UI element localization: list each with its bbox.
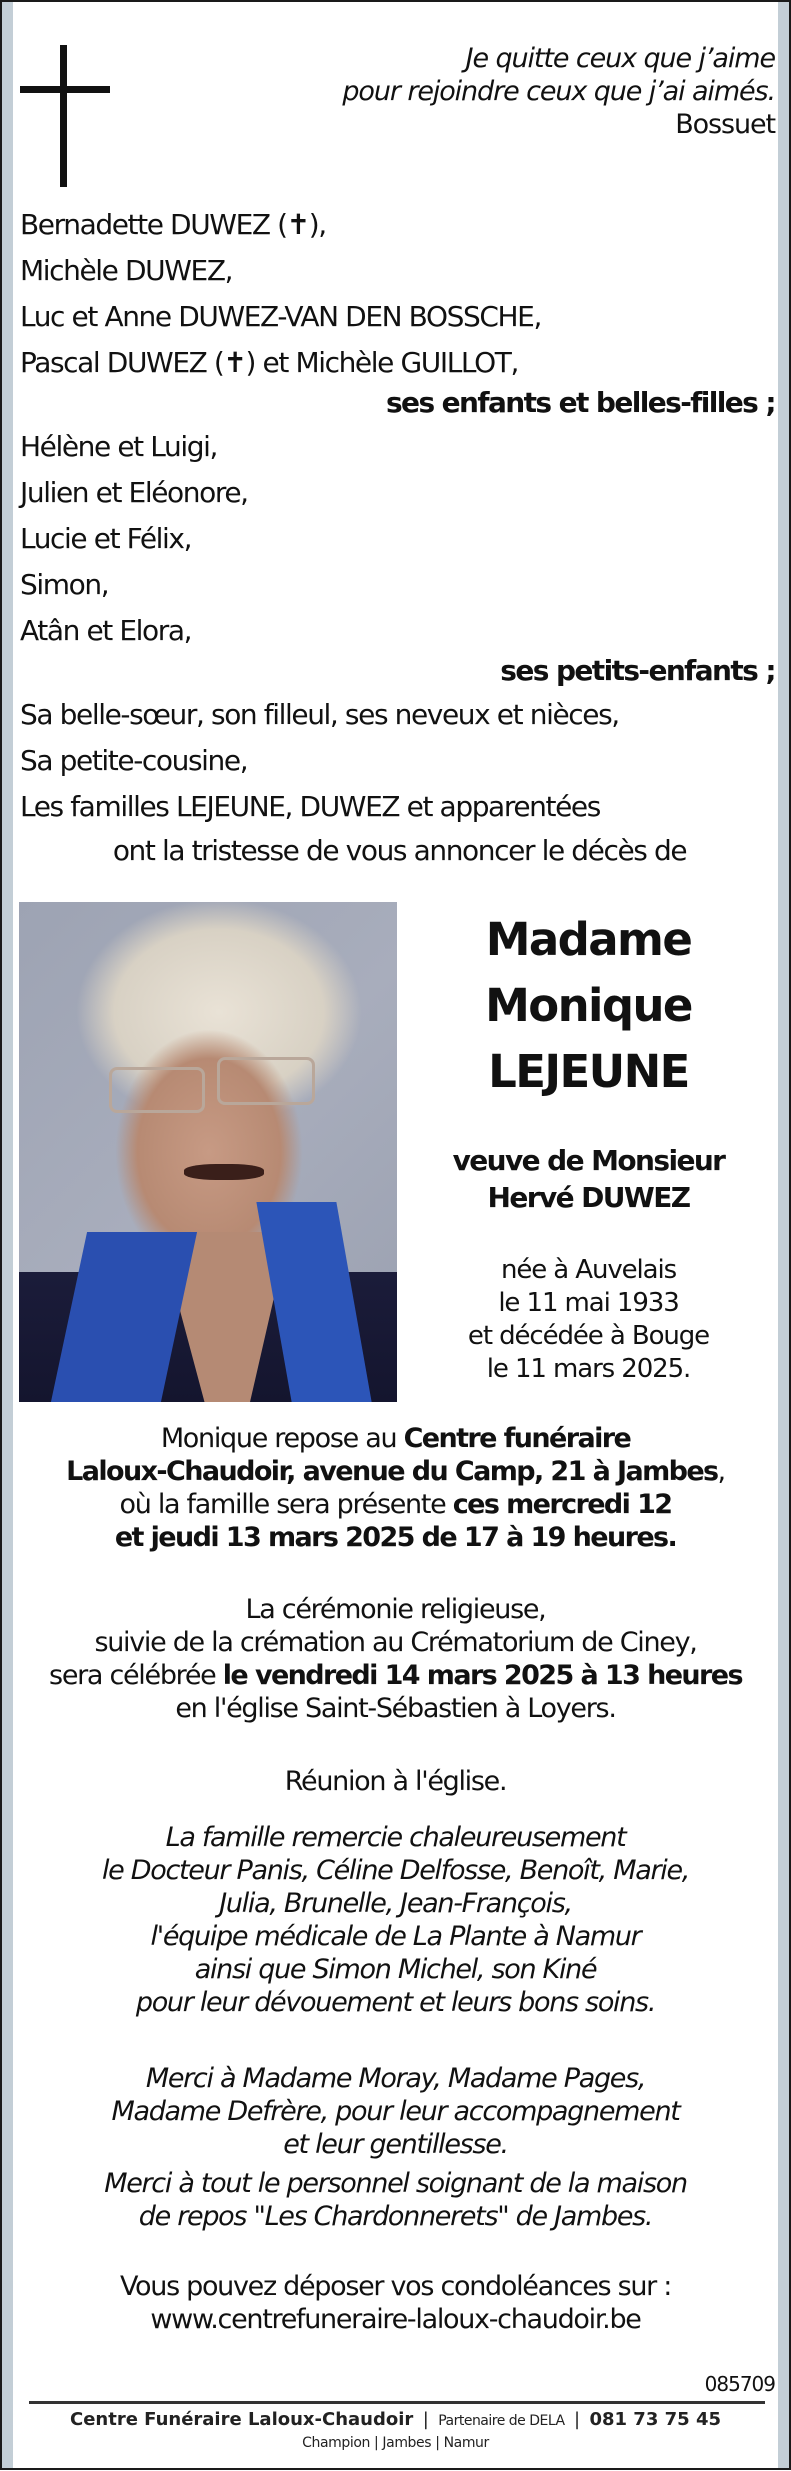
family-child: Pascal DUWEZ (✝) et Michèle GUILLOT, xyxy=(20,346,518,379)
partner-label: Partenaire de DELA xyxy=(438,2413,565,2429)
funeral-home-phone: 081 73 75 45 xyxy=(589,2409,721,2430)
family-child: Michèle DUWEZ, xyxy=(20,254,233,287)
quote-line-1: Je quitte ceux que j’aime xyxy=(465,43,775,74)
condolences-label: Vous pouvez déposer vos condoléances sur : xyxy=(119,2271,672,2302)
thanks-paragraph-3: Merci à tout le personnel soignant de la maison de repos "Les Chardonnerets" de Jambes. xyxy=(104,2168,687,2232)
grandchildren-label: ses petits-enfants ; xyxy=(500,654,775,687)
widow-of: veuve de Monsieur Hervé DUWEZ xyxy=(452,1144,725,1214)
family-list xyxy=(20,202,775,830)
family-grandchild: Lucie et Félix, xyxy=(20,522,192,555)
deceased-last-name: LEJEUNE xyxy=(488,1045,689,1098)
funeral-home-footer: Centre Funéraire Laloux-Chaudoir | Partenaire de DELA | 081 73 75 45 xyxy=(69,2409,721,2430)
announcement-line: ont la tristesse de vous annoncer le décès de xyxy=(112,834,687,867)
condolences-link[interactable]: www.centrefuneraire-laloux-chaudoir.be xyxy=(150,2304,641,2335)
children-label: ses enfants et belles-filles ; xyxy=(385,386,775,419)
funeral-home-name: Centre Funéraire Laloux-Chaudoir xyxy=(69,2409,414,2430)
family-other: Sa belle-sœur, son filleul, ses neveux et nièces, xyxy=(20,698,619,731)
family-child: Bernadette DUWEZ (✝), xyxy=(20,208,326,241)
family-other: Les familles LEJEUNE, DUWEZ et apparentées xyxy=(20,790,600,823)
quote-author: Bossuet xyxy=(675,109,775,140)
thanks-paragraph-2: Merci à Madame Moray, Madame Pages, Madame Defrère, pour leur accompagnement et leur gentillesse. xyxy=(111,2063,680,2160)
condolences-info xyxy=(16,2270,775,2336)
epigraph-quote xyxy=(342,42,775,141)
family-grandchild: Hélène et Luigi, xyxy=(20,430,217,463)
deceased-photo xyxy=(19,902,397,1402)
footer-divider xyxy=(29,2401,765,2404)
family-grandchild: Julien et Eléonore, xyxy=(20,476,248,509)
funeral-home-locations: Champion | Jambes | Namur xyxy=(302,2435,489,2451)
ceremony-info: La cérémonie religieuse, suivie de la crémation au Crématorium de Ciney, sera célébrée le vendredi 14 mars 2025 à 13 heures en l'église Saint-Sébastien à Loyers. xyxy=(49,1594,742,1724)
meeting-info: Réunion à l'église. xyxy=(284,1766,507,1797)
thanks-paragraph-1: La famille remercie chaleureusement le Docteur Panis, Céline Delfosse, Benoît, Marie, Julia, Brunelle, Jean-François, l'équipe médicale de La Plante à Namur ainsi que Simon Michel, son Kiné pour leur dévouement et leurs bons soins. xyxy=(101,1822,690,2018)
family-child: Luc et Anne DUWEZ-VAN DEN BOSSCHE, xyxy=(20,300,541,333)
family-grandchild: Simon, xyxy=(20,568,109,601)
quote-line-2: pour rejoindre ceux que j’ai aimés. xyxy=(342,76,775,107)
deceased-name xyxy=(402,907,775,1105)
family-grandchild: Atân et Elora, xyxy=(20,614,192,647)
visitation-info: Monique repose au Centre funéraire Laloux-Chaudoir, avenue du Camp, 21 à Jambes, où la famille sera présente ces mercredi 12 et jeudi 13 mars 2025 de 17 à 19 heures. xyxy=(66,1423,725,1553)
reference-number: 085709 xyxy=(704,2372,775,2396)
family-other: Sa petite-cousine, xyxy=(20,744,248,777)
notice-content xyxy=(2,2,789,2468)
deceased-cross-icon: ✝ xyxy=(286,208,309,241)
deceased-cross-icon: ✝ xyxy=(223,346,246,379)
birth-death-info: née à Auvelais le 11 mai 1933 et décédée à Bouge le 11 mars 2025. xyxy=(467,1255,710,1384)
deceased-first-name: Monique xyxy=(485,979,692,1032)
deceased-title: Madame xyxy=(485,913,692,966)
